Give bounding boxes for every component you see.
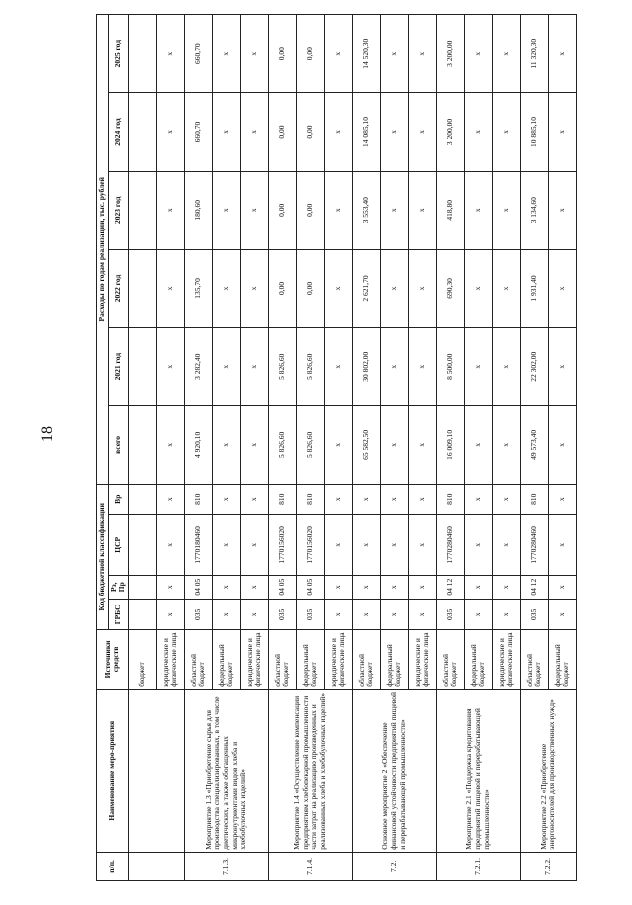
table-body <box>128 15 576 881</box>
y2024-cell: x <box>492 93 520 171</box>
y2025-cell: 660,70 <box>184 15 212 93</box>
y2025-cell: 11 320,30 <box>520 15 548 93</box>
y2021-cell: x <box>492 328 520 406</box>
y2024-cell: x <box>212 93 240 171</box>
rzpr-cell: 04 05 <box>296 575 324 599</box>
vr-cell: x <box>156 484 184 514</box>
total-cell: x <box>380 406 408 484</box>
y2023-cell: x <box>380 171 408 249</box>
grbs-cell: x <box>212 599 240 629</box>
y2024-cell: 660,70 <box>184 93 212 171</box>
rzpr-cell: x <box>156 575 184 599</box>
source-cell: юридические и физические лица <box>324 630 352 690</box>
y2024-cell: 3 200,00 <box>436 93 464 171</box>
grbs-cell <box>128 599 156 629</box>
total-cell: x <box>240 406 268 484</box>
grbs-cell: x <box>156 599 184 629</box>
total-cell: x <box>156 406 184 484</box>
csr-cell: x <box>464 514 492 575</box>
vr-cell: x <box>240 484 268 514</box>
total-cell: 4 920,10 <box>184 406 212 484</box>
rzpr-cell: x <box>464 575 492 599</box>
total-cell: 5 826,60 <box>268 406 296 484</box>
csr-cell: x <box>492 514 520 575</box>
grbs-cell: 035 <box>520 599 548 629</box>
y2023-cell: 0,00 <box>296 171 324 249</box>
header-2021: 2021 год <box>108 328 128 406</box>
grbs-cell: x <box>324 599 352 629</box>
total-cell: 49 573,40 <box>520 406 548 484</box>
csr-cell: 1770280460 <box>520 514 548 575</box>
source-cell: федеральный бюджет <box>380 630 408 690</box>
grbs-cell: x <box>548 599 576 629</box>
header-expenses-group: Расходы по годам реализации, тыс. рублей <box>97 15 109 485</box>
grbs-cell: 035 <box>436 599 464 629</box>
total-cell: 5 826,60 <box>296 406 324 484</box>
y2023-cell: x <box>156 171 184 249</box>
y2024-cell: x <box>408 93 436 171</box>
vr-cell: x <box>492 484 520 514</box>
y2021-cell: 8 500,00 <box>436 328 464 406</box>
y2022-cell: x <box>240 249 268 327</box>
activity-name-cell: Основное мероприятие 2 «Обеспечение финансовой устойчивости предприятий пищевой и перерабатывающей промышленности» <box>352 689 436 852</box>
y2024-cell: x <box>380 93 408 171</box>
y2023-cell: 3 553,40 <box>352 171 380 249</box>
y2025-cell: x <box>212 15 240 93</box>
y2025-cell <box>128 15 156 93</box>
y2025-cell: 0,00 <box>296 15 324 93</box>
y2021-cell: x <box>548 328 576 406</box>
grbs-cell: x <box>492 599 520 629</box>
y2022-cell: x <box>492 249 520 327</box>
y2025-cell: x <box>324 15 352 93</box>
y2022-cell: x <box>324 249 352 327</box>
row-number-cell <box>128 852 184 880</box>
y2023-cell: x <box>324 171 352 249</box>
page-number: 18 <box>39 426 56 442</box>
rotated-page <box>96 14 582 881</box>
y2023-cell: 0,00 <box>268 171 296 249</box>
y2021-cell: 5 826,60 <box>296 328 324 406</box>
header-grbs: ГРБС <box>108 599 128 629</box>
table-row <box>436 15 464 881</box>
source-cell: областной бюджет <box>352 630 380 690</box>
grbs-cell: x <box>352 599 380 629</box>
rzpr-cell: x <box>352 575 380 599</box>
csr-cell: x <box>352 514 380 575</box>
vr-cell: 810 <box>436 484 464 514</box>
table-header <box>97 15 129 881</box>
y2022-cell: x <box>548 249 576 327</box>
total-cell: x <box>324 406 352 484</box>
y2024-cell: x <box>324 93 352 171</box>
vr-cell: 810 <box>520 484 548 514</box>
y2023-cell: x <box>408 171 436 249</box>
rzpr-cell: x <box>240 575 268 599</box>
y2021-cell: x <box>240 328 268 406</box>
y2022-cell: x <box>156 249 184 327</box>
csr-cell: x <box>212 514 240 575</box>
total-cell: x <box>408 406 436 484</box>
vr-cell: x <box>408 484 436 514</box>
grbs-cell: 035 <box>296 599 324 629</box>
rzpr-cell: x <box>324 575 352 599</box>
vr-cell: 810 <box>268 484 296 514</box>
y2022-cell: x <box>464 249 492 327</box>
grbs-cell: x <box>240 599 268 629</box>
csr-cell: 1770156020 <box>296 514 324 575</box>
activity-name-cell: Мероприятие 1.3 «Приобретение сырья для производства специализированных, в том числе диетических, а также обогащенных микронутриентами видов хлеба и хлебобулочных изделий» <box>184 689 268 852</box>
y2023-cell: 180,60 <box>184 171 212 249</box>
source-cell: областной бюджет <box>268 630 296 690</box>
grbs-cell: 035 <box>184 599 212 629</box>
y2021-cell: 30 802,00 <box>352 328 380 406</box>
csr-cell: 1770280460 <box>436 514 464 575</box>
y2021-cell: x <box>324 328 352 406</box>
header-csr: ЦСР <box>108 514 128 575</box>
rzpr-cell: x <box>548 575 576 599</box>
row-number-cell: 7.2.2. <box>520 852 576 880</box>
csr-cell: x <box>408 514 436 575</box>
total-cell: 16 009,10 <box>436 406 464 484</box>
csr-cell <box>128 514 156 575</box>
activity-name-cell: Мероприятие 2.2 «Приобретение энергоносителей для производственных нужд» <box>520 689 576 852</box>
y2025-cell: x <box>240 15 268 93</box>
vr-cell: 810 <box>184 484 212 514</box>
y2023-cell <box>128 171 156 249</box>
y2022-cell: 690,30 <box>436 249 464 327</box>
budget-table <box>96 14 577 881</box>
header-2025: 2025 год <box>108 15 128 93</box>
y2021-cell: 3 282,40 <box>184 328 212 406</box>
csr-cell: 1770180460 <box>184 514 212 575</box>
y2025-cell: x <box>380 15 408 93</box>
y2025-cell: 3 200,00 <box>436 15 464 93</box>
y2021-cell: x <box>380 328 408 406</box>
csr-cell: x <box>380 514 408 575</box>
y2025-cell: x <box>492 15 520 93</box>
rzpr-cell: 04 05 <box>184 575 212 599</box>
y2021-cell: x <box>464 328 492 406</box>
y2022-cell: x <box>408 249 436 327</box>
header-code-group: Код бюджетной классификации <box>97 484 109 630</box>
total-cell: 65 582,50 <box>352 406 380 484</box>
y2024-cell <box>128 93 156 171</box>
source-cell: федеральный бюджет <box>212 630 240 690</box>
header-2023: 2023 год <box>108 171 128 249</box>
table-row <box>352 15 380 881</box>
y2022-cell: 1 931,40 <box>520 249 548 327</box>
row-number-cell: 7.1.3. <box>184 852 268 880</box>
source-cell: юридические и физические лица <box>408 630 436 690</box>
header-2024: 2024 год <box>108 93 128 171</box>
csr-cell: x <box>156 514 184 575</box>
header-source: Источники средств <box>97 630 129 690</box>
csr-cell: 1770156020 <box>268 514 296 575</box>
total-cell: x <box>464 406 492 484</box>
total-cell: x <box>548 406 576 484</box>
source-cell: бюджет <box>128 630 156 690</box>
rzpr-cell: x <box>380 575 408 599</box>
y2022-cell: x <box>380 249 408 327</box>
rzpr-cell: 04 05 <box>268 575 296 599</box>
activity-name-cell: Мероприятие 1.4 «Осуществление компенсации предприятиям хлебопекарной промышленности части затрат на реализацию произведенных и реализованных хлеба и хлебобулочных изделий» <box>268 689 352 852</box>
row-number-cell: 7.1.4. <box>268 852 352 880</box>
y2023-cell: x <box>548 171 576 249</box>
y2025-cell: 0,00 <box>268 15 296 93</box>
header-2022: 2022 год <box>108 249 128 327</box>
vr-cell: x <box>212 484 240 514</box>
source-cell: федеральный бюджет <box>296 630 324 690</box>
header-name: Наименование меро-приятия <box>97 689 129 852</box>
activity-name-cell <box>128 689 184 852</box>
vr-cell <box>128 484 156 514</box>
rzpr-cell: x <box>492 575 520 599</box>
vr-cell: x <box>352 484 380 514</box>
y2021-cell: x <box>156 328 184 406</box>
csr-cell: x <box>324 514 352 575</box>
source-cell: областной бюджет <box>184 630 212 690</box>
y2022-cell <box>128 249 156 327</box>
vr-cell: x <box>548 484 576 514</box>
y2022-cell: 0,00 <box>296 249 324 327</box>
grbs-cell: x <box>380 599 408 629</box>
source-cell: федеральный бюджет <box>548 630 576 690</box>
y2022-cell: x <box>212 249 240 327</box>
y2022-cell: 0,00 <box>268 249 296 327</box>
csr-cell: x <box>240 514 268 575</box>
source-cell: юридические и физические лица <box>156 630 184 690</box>
y2025-cell: x <box>548 15 576 93</box>
y2024-cell: 0,00 <box>296 93 324 171</box>
y2024-cell: x <box>156 93 184 171</box>
y2023-cell: 3 134,60 <box>520 171 548 249</box>
total-cell <box>128 406 156 484</box>
grbs-cell: x <box>408 599 436 629</box>
row-number-cell: 7.2. <box>352 852 436 880</box>
y2022-cell: 135,70 <box>184 249 212 327</box>
vr-cell: x <box>380 484 408 514</box>
vr-cell: 810 <box>296 484 324 514</box>
header-total: всего <box>108 406 128 484</box>
y2025-cell: x <box>156 15 184 93</box>
header-vr: Вр <box>108 484 128 514</box>
row-number-cell: 7.2.1. <box>436 852 520 880</box>
source-cell: юридические и физические лица <box>492 630 520 690</box>
source-cell: юридические и физические лица <box>240 630 268 690</box>
rzpr-cell: x <box>212 575 240 599</box>
rzpr-cell <box>128 575 156 599</box>
y2023-cell: 418,80 <box>436 171 464 249</box>
y2023-cell: x <box>492 171 520 249</box>
y2021-cell: 5 826,60 <box>268 328 296 406</box>
y2022-cell: 2 621,70 <box>352 249 380 327</box>
total-cell: x <box>492 406 520 484</box>
y2025-cell: x <box>464 15 492 93</box>
rzpr-cell: x <box>408 575 436 599</box>
y2021-cell <box>128 328 156 406</box>
y2023-cell: x <box>464 171 492 249</box>
grbs-cell: 035 <box>268 599 296 629</box>
y2024-cell: x <box>240 93 268 171</box>
csr-cell: x <box>548 514 576 575</box>
y2024-cell: 14 085,10 <box>352 93 380 171</box>
y2025-cell: x <box>408 15 436 93</box>
grbs-cell: x <box>464 599 492 629</box>
activity-name-cell: Мероприятие 2.1 «Поддержка кредитования предприятий пищевой и перерабатывающей промышленности» <box>436 689 520 852</box>
total-cell: x <box>212 406 240 484</box>
y2024-cell: 0,00 <box>268 93 296 171</box>
header-no: п/п. <box>97 852 129 880</box>
y2021-cell: x <box>408 328 436 406</box>
y2021-cell: x <box>212 328 240 406</box>
table-row <box>184 15 212 881</box>
y2024-cell: x <box>548 93 576 171</box>
y2025-cell: 14 520,30 <box>352 15 380 93</box>
rzpr-cell: 04 12 <box>436 575 464 599</box>
rzpr-cell: 04 12 <box>520 575 548 599</box>
y2023-cell: x <box>212 171 240 249</box>
source-cell: федеральный бюджет <box>464 630 492 690</box>
source-cell: областной бюджет <box>520 630 548 690</box>
y2024-cell: x <box>464 93 492 171</box>
table-row <box>520 15 548 881</box>
header-rzpr: Рз, Пр <box>108 575 128 599</box>
table-row <box>268 15 296 881</box>
vr-cell: x <box>464 484 492 514</box>
vr-cell: x <box>324 484 352 514</box>
y2021-cell: 22 302,00 <box>520 328 548 406</box>
y2024-cell: 10 885,10 <box>520 93 548 171</box>
y2023-cell: x <box>240 171 268 249</box>
source-cell: областной бюджет <box>436 630 464 690</box>
table-row <box>128 15 156 881</box>
